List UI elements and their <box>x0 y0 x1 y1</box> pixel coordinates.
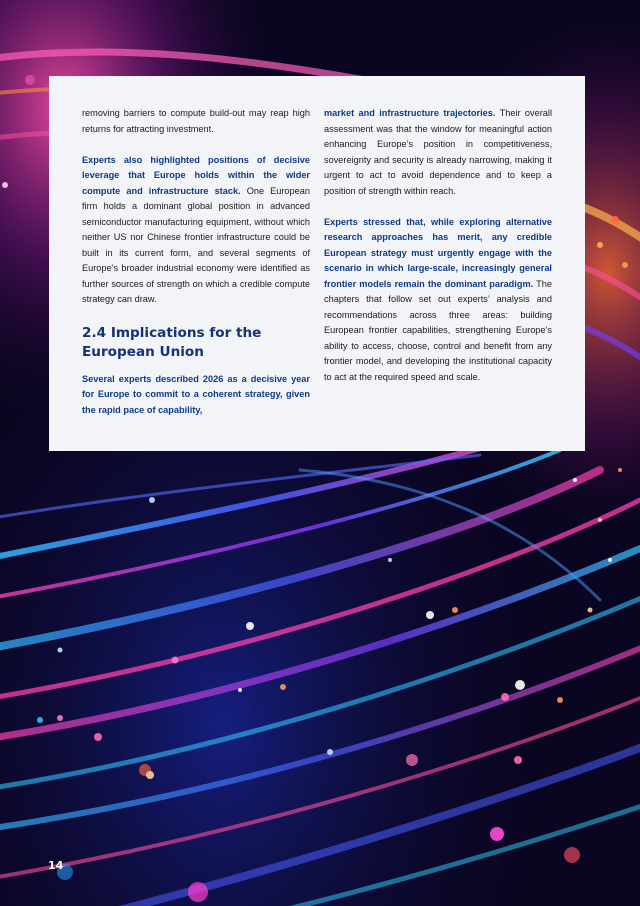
paragraph-text: Their overall assessment was that the window for meaningful action enhancing Europe’s position in competitiveness, sovereignty and security is already narrowing, making it urgent to act to avoid dependence and to keep a position of strength within reach. <box>324 108 553 196</box>
emphasis-text: market and infrastructure trajectories. <box>324 108 496 118</box>
right-column <box>324 106 552 385</box>
page-number: 14 <box>48 859 64 872</box>
emphasis-text: Several experts described 2026 as a decisive year for Europe to commit to a coherent strategy, given the rapid pace of capability, <box>82 373 310 415</box>
paragraph-text: removing barriers to compute build-out may reap high returns for attracting investment. <box>82 108 310 134</box>
paragraph <box>324 106 552 199</box>
left-column <box>82 106 310 418</box>
emphasis-text: Experts stressed that, while exploring alternative research approaches has merit, any credible European strategy must urgently engage with the scenario in which large-scale, increasingly general frontier models remain the dominant paradigm. <box>324 216 552 289</box>
paragraph <box>82 106 310 137</box>
emphasis-text: Experts also highlighted positions of decisive leverage that Europe holds within the wider compute and infrastructure stack. <box>82 154 310 196</box>
paragraph <box>82 153 310 308</box>
paragraph <box>324 215 552 386</box>
section-heading: 2.4 Implications for the European Union <box>82 324 262 360</box>
paragraph-text: One European firm holds a dominant global position in advanced semiconductor manufacturing equipment, without which neither US nor Chinese frontier infrastructure could be built in its current form, and several segments of Europe’s broader industrial economy were identified as further sources of strength on which a credible compute strategy can draw. <box>82 185 310 304</box>
paragraph-text: The chapters that follow set out experts’ analysis and recommendations across three areas: building European frontier capabilities, strengthening Europe’s ability to access, choose, control and benefit from any frontier model, and developing the institutional capacity to act at the required speed and scale. <box>324 278 552 382</box>
paragraph <box>82 372 310 419</box>
